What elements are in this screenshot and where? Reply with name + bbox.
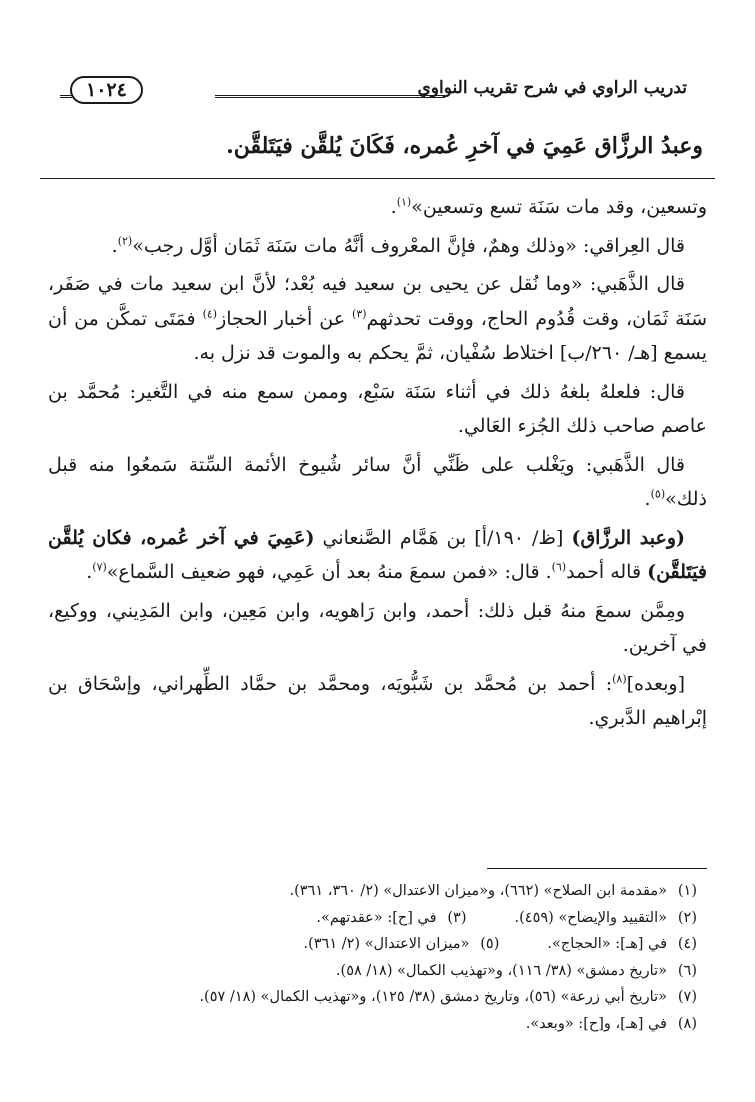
paragraph: [وبعده]$^{(٨)}$: أحمد بن مُحمَّد بن شَبُّويَه، ومحمَّد بن حمَّاد الطِّهراني، وإسْحَاق بن إبْراهيم الدَّبري.: [48, 672, 707, 729]
footnote-item: (٦)«تاريخ دمشق» (٣٨/ ١١٦)، و«تهذيب الكمال» (١٨/ ٥٨).: [335, 962, 697, 979]
commentary-body: [48, 190, 707, 740]
footnote-item: (١)«مقدمة ابن الصلاح» (٦٦٢)، و«ميزان الاعتدال» (٢/ ٣٦٠، ٣٦١).: [289, 883, 697, 899]
footnote-ref: (٦): [551, 560, 567, 574]
paragraph: (وعبد الرزَّاق) [ظ/ ١٩٠/أ] بن هَمَّام الصَّنعاني (عَمِيَ في آخر عُمره، فكان يُلقَّن فيَتَلقَّن) قاله أحمد$^{(٦)}$. قال: «فمن سمعَ منهُ بعد أن عَمِي، فهو ضعيف السَّماع»$^{(٧)}$.: [48, 526, 707, 583]
paragraph: قال العِراقي: «وذلك وهمٌ، فإنَّ المعْروف أنَّهُ مات سَنَة ثَمَان أوَّل رجب»$^{(٢)}$.: [111, 234, 685, 257]
footnotes: [40, 878, 697, 1037]
footnote-item: (٢)«التقييد والإيضاح» (٤٥٩).(٣)في [ح]: «عقدتهم».: [316, 909, 697, 926]
running-head: [60, 74, 695, 108]
matn-text: وعبدُ الرزَّاق عَمِيَ في آخرِ عُمره، فَكَانَ يُلقَّن فيَتَلقَّن.: [226, 133, 703, 159]
paragraph: قال الذَّهَبي: ويَغْلب على ظَنِّي أنَّ سائر شُيوخ الأئمة السِّتة سَمعُوا منه قبل ذلك»$^{(٥)}$.: [48, 453, 707, 510]
matn-divider: [40, 178, 715, 179]
footnote-ref: (٢): [117, 234, 133, 248]
paragraph: وتسعين، وقد مات سَنَة تسع وتسعين»$^{(١)}$.: [390, 195, 707, 218]
footnote-ref: (١): [396, 195, 412, 209]
footnote-ref: (٣): [352, 307, 367, 321]
header-rule-left: [60, 95, 72, 98]
footnote-ref: (٨): [612, 672, 627, 686]
footnote-item: (٨)في [هـ]، و[ح]: «وبعد».: [525, 1015, 697, 1032]
paragraph: ومِمَّن سمعَ منهُ قبل ذلك: أحمد، وابن رَاهويه، وابن مَعِين، وابن المَدِيني، ووكيع، في آخرين.: [48, 599, 707, 656]
footnote-item: (٧)«تاريخ أبي زرعة» (٥٦)، وتاريخ دمشق (٣٨/ ١٢٥)، و«تهذيب الكمال» (١٨/ ٥٧).: [199, 989, 697, 1005]
paragraph: قال الذَّهَبي: «وما نُقل عن يحيى بن سعيد فيه بُعْد؛ لأنَّ ابن سعيد مات في صَفَر، سَنَة ثَمَان، وقت قُدُوم الحاج، ووقت تحدثهم$^{(٣)}$ عن أخبار الحجاز$^{(٤)}$ فمَتَى تمكَّن من أن يسمع [هـ/ ٢٦٠/ب] اختلاط سُفْيان، ثمَّ يحكم به والموت قد نزل به.: [48, 273, 707, 364]
paragraph: قال: فلعلهُ بلغهُ ذلك في أثناء سَنَة سَبْع، وممن سمع منه في التَّغير: مُحمَّد بن عاصم صاحب ذلك الجُزء العَالي.: [48, 380, 707, 437]
footnote-ref: (٤): [202, 307, 218, 321]
footnote-ref: (٧): [92, 560, 107, 574]
footnote-item: (٤)في [هـ]: «الحجاج».(٥)«ميزان الاعتدال» (٢/ ٣٦١).: [303, 936, 697, 952]
footnote-divider: [487, 868, 707, 869]
page-number: ١٠٢٤: [70, 76, 143, 104]
header-rule: [215, 95, 445, 98]
running-head-title: تدريب الراوي في شرح تقريب النواوي: [417, 78, 687, 98]
footnote-ref: (٥): [650, 487, 666, 501]
